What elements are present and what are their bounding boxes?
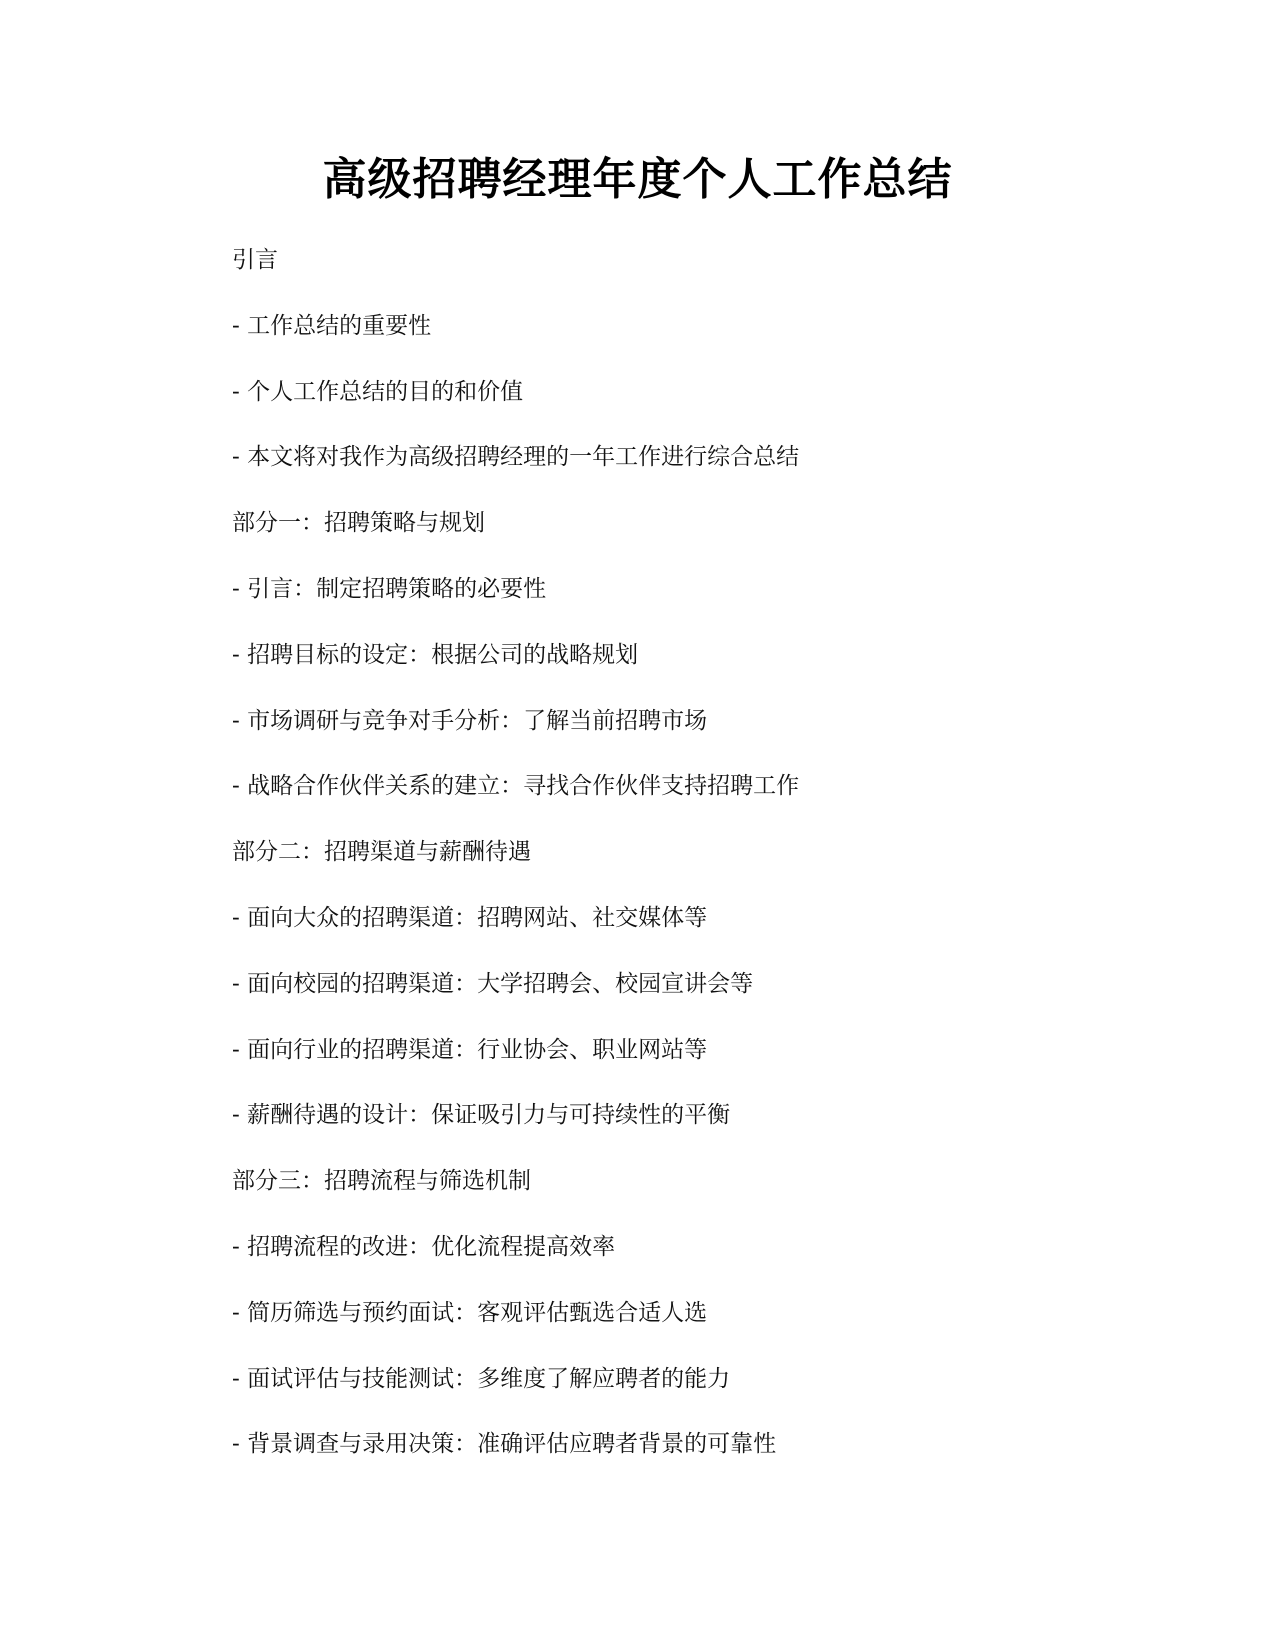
list-item: - 面向校园的招聘渠道：大学招聘会、校园宣讲会等 [232,970,754,997]
list-item: - 招聘流程的改进：优化流程提高效率 [232,1233,616,1260]
section-heading-part-2: 部分二：招聘渠道与薪酬待遇 [232,839,531,866]
list-item: - 战略合作伙伴关系的建立：寻找合作伙伴支持招聘工作 [232,773,800,800]
list-item: - 面向大众的招聘渠道：招聘网站、社交媒体等 [232,904,708,931]
list-item: - 引言：制定招聘策略的必要性 [232,575,547,602]
list-item: - 工作总结的重要性 [232,312,432,339]
list-item: - 面试评估与技能测试：多维度了解应聘者的能力 [232,1365,731,1392]
list-item: - 个人工作总结的目的和价值 [232,378,524,405]
section-heading-part-3: 部分三：招聘流程与筛选机制 [232,1168,531,1195]
list-item: - 本文将对我作为高级招聘经理的一年工作进行综合总结 [232,444,800,471]
document-title: 高级招聘经理年度个人工作总结 [322,154,953,205]
section-heading-part-1: 部分一：招聘策略与规划 [232,510,485,537]
list-item: - 简历筛选与预约面试：客观评估甄选合适人选 [232,1299,708,1326]
list-item: - 招聘目标的设定：根据公司的战略规划 [232,641,639,668]
list-item: - 薪酬待遇的设计：保证吸引力与可持续性的平衡 [232,1102,731,1129]
list-item: - 面向行业的招聘渠道：行业协会、职业网站等 [232,1036,708,1063]
section-heading-intro: 引言 [232,247,278,273]
document-body [232,240,1132,1490]
list-item: - 背景调查与录用决策：准确评估应聘者背景的可靠性 [232,1431,777,1458]
list-item: - 市场调研与竞争对手分析：了解当前招聘市场 [232,707,708,734]
